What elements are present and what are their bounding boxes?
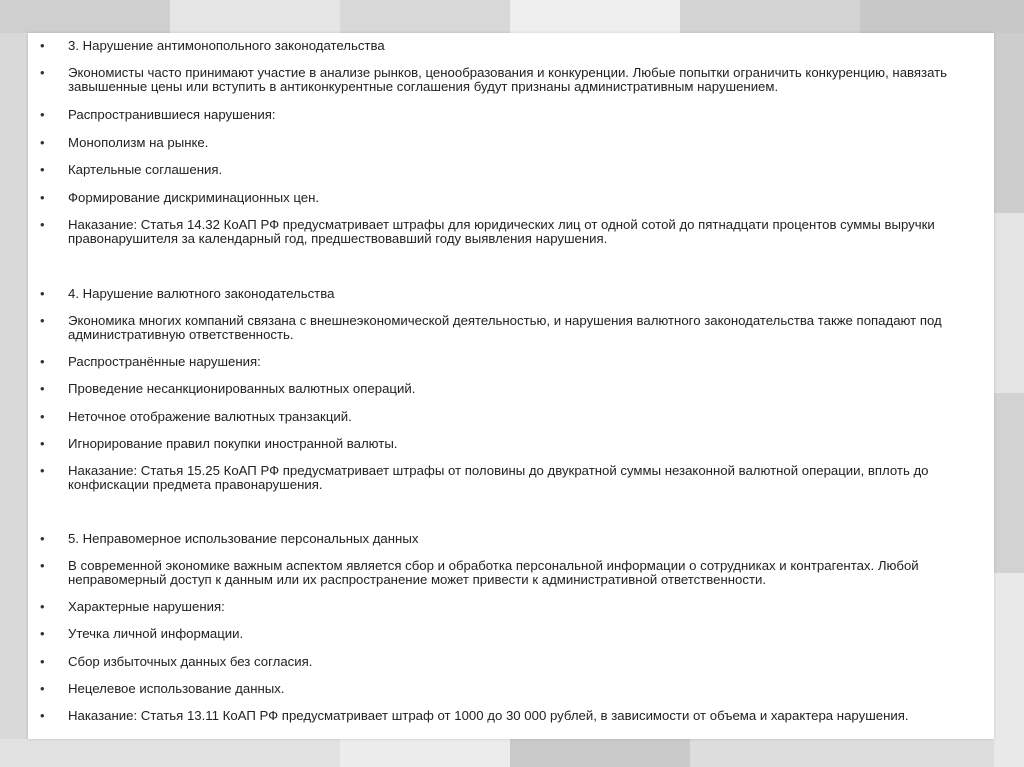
bullet-marker: • — [40, 708, 45, 723]
bullet-marker: • — [40, 626, 45, 641]
list-item-text: 5. Неправомерное использование персональных данных — [68, 531, 419, 546]
list-item-text: В современной экономике важным аспектом является сбор и обработка персональной информации о сотрудниках и контрагентах. Любой неправомерный доступ к данным или их распространение может привести к административной ответственности. — [68, 558, 919, 587]
bullet-marker: • — [40, 558, 45, 573]
bullet-marker: • — [40, 107, 45, 122]
list-item-text: Экономика многих компаний связана с внешнеэкономической деятельностью, и нарушения валютного законодательства также попадают под административную ответственность. — [68, 313, 942, 342]
bullet-marker: • — [40, 354, 45, 369]
background-tile-14 — [690, 739, 994, 767]
list-item-text: Проведение несанкционированных валютных операций. — [68, 381, 416, 396]
bullet-marker: • — [40, 531, 45, 546]
background-tile-4 — [510, 0, 680, 33]
background-tile-10 — [994, 573, 1024, 767]
bullet-marker: • — [40, 65, 45, 80]
bullet-marker: • — [40, 409, 45, 424]
background-tile-8 — [994, 213, 1024, 393]
bullet-marker: • — [40, 190, 45, 205]
bullet-marker: • — [40, 654, 45, 669]
list-item-text: Характерные нарушения: — [68, 599, 225, 614]
slide-content — [28, 33, 994, 739]
background-tile-7 — [994, 33, 1024, 213]
list-item-text: Наказание: Статья 14.32 КоАП РФ предусматривает штрафы для юридических лиц от одной сотой до пятнадцати процентов суммы выручки правонарушителя за календарный год, предшествовавший году выявления нарушения. — [68, 217, 935, 246]
background-tile-12 — [340, 739, 510, 767]
bullet-marker: • — [40, 599, 45, 614]
list-item-text: Распространённые нарушения: — [68, 354, 261, 369]
list-item-text: Сбор избыточных данных без согласия. — [68, 654, 313, 669]
background-tile-1 — [0, 0, 170, 33]
background-tile-2 — [170, 0, 340, 33]
list-item-text: Утечка личной информации. — [68, 626, 244, 641]
bullet-marker: • — [40, 681, 45, 696]
bullet-marker: • — [40, 162, 45, 177]
bullet-marker: • — [40, 38, 45, 53]
background-tile-9 — [994, 393, 1024, 573]
bullet-marker: • — [40, 286, 45, 301]
list-item-text: Формирование дискриминационных цен. — [68, 190, 320, 205]
list-item-text: Распространившиеся нарушения: — [68, 107, 276, 122]
bullet-marker: • — [40, 313, 45, 328]
bullet-marker: • — [40, 381, 45, 396]
background-tile-6 — [860, 0, 1024, 33]
list-item-text: Монополизм на рынке. — [68, 135, 209, 150]
list-item-text: Наказание: Статья 15.25 КоАП РФ предусматривает штрафы от половины до двукратной суммы незаконной валютной операции, вплоть до конфискации предмета правонарушения. — [68, 463, 929, 492]
list-item-text: Нецелевое использование данных. — [68, 681, 285, 696]
bullet-marker: • — [40, 436, 45, 451]
background-tile-5 — [680, 0, 860, 33]
list-item-text: Игнорирование правил покупки иностранной валюты. — [68, 436, 398, 451]
list-item-text: Неточное отображение валютных транзакций. — [68, 409, 352, 424]
list-item-text: 4. Нарушение валютного законодательства — [68, 286, 335, 301]
list-item-text: 3. Нарушение антимонопольного законодательства — [68, 38, 385, 53]
bullet-marker: • — [40, 135, 45, 150]
list-item-text: Наказание: Статья 13.11 КоАП РФ предусматривает штраф от 1000 до 30 000 рублей, в зависимости от объема и характера нарушения. — [68, 708, 909, 723]
background-tile-15 — [0, 33, 28, 739]
background-tile-11 — [0, 739, 340, 767]
background-tile-3 — [340, 0, 510, 33]
bullet-marker: • — [40, 217, 45, 232]
bullet-marker: • — [40, 463, 45, 478]
list-item-text: Экономисты часто принимают участие в анализе рынков, ценообразования и конкуренции. Любые попытки ограничить конкуренцию, навязать завышенные цены или вступить в антиконкурентные соглашения будут признаны административным нарушением. — [68, 65, 948, 94]
background-tile-13 — [510, 739, 690, 767]
list-item-text: Картельные соглашения. — [68, 162, 223, 177]
